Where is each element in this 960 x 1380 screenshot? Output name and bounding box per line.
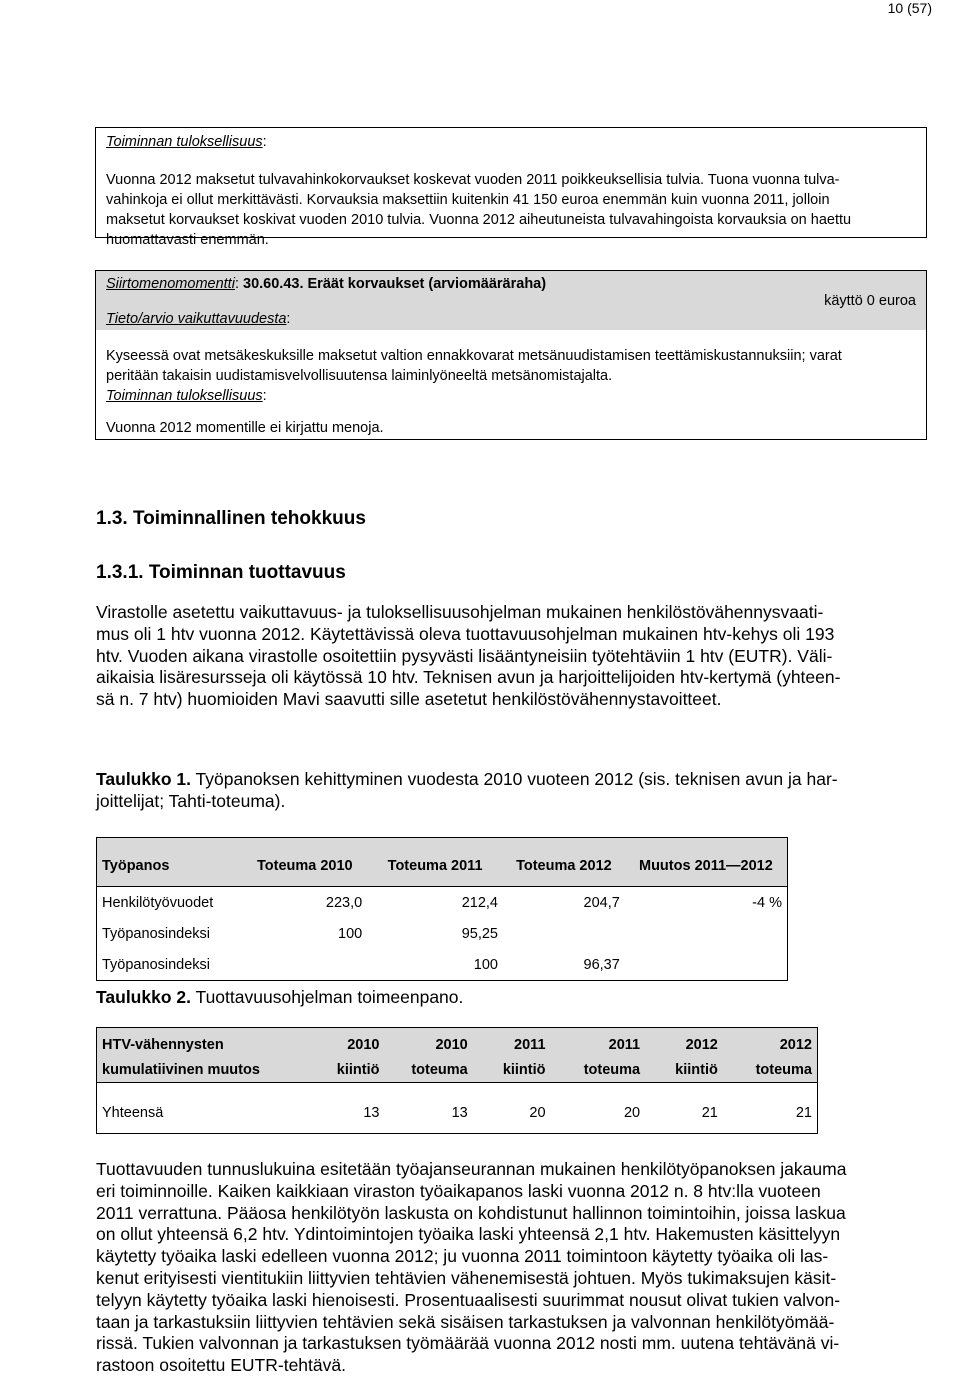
para1-line-1: Virastolle asetettu vaikuttavuus- ja tuloksellisuusohjelman mukainen henkilöstövähennysvaati- xyxy=(96,602,824,622)
table-row xyxy=(97,1083,818,1134)
para2-line-2: eri toiminnoille. Kaiken kaikkiaan viraston työaikapanos laski vuonna 2012 n. 8 htv:lla vuoteen xyxy=(96,1180,821,1201)
table1-cell: 100 xyxy=(338,925,363,942)
table2-caption-label: Taulukko 2. xyxy=(96,987,191,1007)
table1-cell xyxy=(503,918,625,949)
box2-heading-line xyxy=(106,386,916,406)
para2-line-5: käytetty työaika laski edelleen vuonna 2012; ju vuonna 2011 toimintoon käytetty työaika oli las- xyxy=(96,1246,829,1267)
table2-header-1: 2010 xyxy=(307,1028,385,1058)
table1-cell: 204,7 xyxy=(503,887,625,919)
table1-caption xyxy=(96,769,938,813)
box1-heading-line xyxy=(106,132,916,152)
appropriation-header xyxy=(96,271,926,330)
page-number: 10 (57) xyxy=(887,0,932,16)
table2-cell: 13 xyxy=(307,1083,385,1134)
para2-line-9: rissä. Tukien valvonnan ja tarkastuksen työmäärää vuonna 2012 nosti mm. uutena tehtävänä vi- xyxy=(96,1333,840,1354)
para2-line-10: rastoon osoitettu EUTR-tehtävä. xyxy=(96,1355,346,1376)
box2-heading: Toiminnan tuloksellisuus xyxy=(106,388,263,404)
paragraph-productivity xyxy=(96,602,938,711)
table1-caption-label: Taulukko 1. xyxy=(96,769,191,789)
impact-label-line xyxy=(106,309,290,329)
paragraph-indicators xyxy=(96,1159,938,1377)
usage-amount: käyttö 0 euroa xyxy=(824,293,916,309)
table1-header-2: Toteuma 2011 xyxy=(367,838,503,887)
table1-caption-text: Työpanoksen kehittyminen vuodesta 2010 vuoteen 2012 (sis. teknisen avun ja har- xyxy=(190,769,838,789)
table2-header-row-2 xyxy=(97,1057,818,1083)
box2-line-2: peritään takaisin uudistamisvelvollisuutensa laiminlyöneeltä metsänomistajalta. xyxy=(106,368,613,384)
table1-cell xyxy=(625,918,788,949)
box1-heading: Toiminnan tuloksellisuus xyxy=(106,134,263,150)
table1-header-row xyxy=(97,838,788,887)
table-row xyxy=(97,949,788,981)
appropriation-title: 30.60.43. Eräät korvaukset (arviomääräraha) xyxy=(243,276,547,292)
table1-header-4: Muutos 2011—2012 xyxy=(625,838,788,887)
table1-cell: -4 % xyxy=(625,887,788,919)
section-heading-1-3-1: 1.3.1. Toiminnan tuottavuus xyxy=(96,562,346,583)
table1-cell: Työpanosindeksi xyxy=(102,956,211,973)
table1-caption-line-1 xyxy=(96,769,938,791)
table1-header-0: Työpanos xyxy=(97,838,243,887)
para2-line-8: taan ja tarkastuksiin liittyvien tehtävien sekä sisäisen tarkastuksen ja valvonnan henkilötyömää- xyxy=(96,1311,835,1332)
box1-line-3: maksetut korvaukset koskivat vuoden 2010 tulvia. Vuonna 2012 aiheutuneista tulvavahingoista korvauksia on haettu xyxy=(106,212,852,228)
table1-cell: Työpanosindeksi xyxy=(102,925,211,942)
table1-cell: 223,0 xyxy=(242,887,367,919)
label-transfer-item: Siirtomenomomentti xyxy=(106,276,235,292)
box2-result: Vuonna 2012 momentille ei kirjattu menoja. xyxy=(106,420,384,436)
box1-heading-suffix: : xyxy=(262,134,267,150)
appropriation-title-line xyxy=(106,274,546,294)
table2-subheader-5: kiintiö xyxy=(645,1057,723,1083)
table2-subheader-2: toteuma xyxy=(384,1057,472,1083)
table2-cell: 20 xyxy=(473,1083,551,1134)
table1-cell: 96,37 xyxy=(583,956,620,973)
table2-caption-line xyxy=(96,987,938,1009)
table2-header-3: 2011 xyxy=(473,1028,551,1058)
box1-line-2: vahinkoja ei ollut merkittävästi. Korvauksia maksettiin kuitenkin 41 150 euroa enemmän kuin vuonna 2011, jolloin xyxy=(106,192,830,208)
para2-line-6: kenut erityisesti vientitukiin liittyvien tehtävien vähenemisestä johtuen. Myös tukimaksujen käsit- xyxy=(96,1267,837,1288)
box1-line-1: Vuonna 2012 maksetut tulvavahinkokorvaukset koskevat vuoden 2011 poikkeuksellisia tulvia. Tuona vuonna tulva- xyxy=(106,172,840,188)
table2-cell: 21 xyxy=(645,1083,723,1134)
appropriation-box xyxy=(95,270,927,440)
table1-header-1: Toteuma 2010 xyxy=(242,838,367,887)
table2-subheader-1: kiintiö xyxy=(307,1057,385,1083)
label-transfer-suffix: : xyxy=(234,276,243,292)
table2-subheader-4: toteuma xyxy=(551,1057,646,1083)
table2-header-6: 2012 xyxy=(723,1028,818,1058)
table2-subheader-0: kumulatiivinen muutos xyxy=(97,1057,307,1083)
table1-cell: 212,4 xyxy=(367,887,503,919)
table1-cell: 95,25 xyxy=(461,925,498,942)
table2-header-4: 2011 xyxy=(551,1028,646,1058)
table-work-input xyxy=(96,837,788,981)
table1-cell: 100 xyxy=(473,956,498,973)
table2-cell: 20 xyxy=(551,1083,646,1134)
table-productivity-program xyxy=(96,1027,818,1134)
para1-line-2: mus oli 1 htv vuonna 2012. Käytettävissä oleva tuottavuusohjelman mukainen htv-kehys oli 193 xyxy=(96,623,835,644)
section-heading-1-3: 1.3. Toiminnallinen tehokkuus xyxy=(96,508,366,529)
para2-line-4: on ollut yhteensä 6,2 htv. Ydintoimintojen työaika laski yhteensä 2,1 htv. Hakemusten käsittelyyn xyxy=(96,1224,841,1245)
table2-cell: 13 xyxy=(384,1083,472,1134)
para1-line-5: sä n. 7 htv) huomioiden Mavi saavutti sille asetetut henkilöstövähennystavoitteet. xyxy=(96,689,722,710)
box2-heading-suffix: : xyxy=(262,388,267,404)
table2-cell: Yhteensä xyxy=(97,1083,307,1134)
para2-line-1: Tuottavuuden tunnuslukuina esitetään työajanseurannan mukainen henkilötyöpanoksen jakauma xyxy=(96,1159,847,1179)
table-row xyxy=(97,918,788,949)
impact-label-suffix: : xyxy=(286,311,291,327)
para1-line-4: aikaisia lisäresursseja oli käytössä 10 htv. Teknisen avun ja harjoittelijoiden htv-kertymä (yhteen- xyxy=(96,667,841,688)
appropriation-body xyxy=(96,330,926,438)
table1-cell xyxy=(625,949,788,981)
table2-header-0: HTV-vähennysten xyxy=(97,1028,307,1058)
table1-header-3: Toteuma 2012 xyxy=(503,838,625,887)
table-row xyxy=(97,887,788,919)
para2-line-3: 2011 verrattuna. Pääosa henkilötyön laskusta on kohdistunut hallinnon toimintoihin, joissa laskua xyxy=(96,1202,846,1223)
box1-line-4: huomattavasti enemmän. xyxy=(106,232,269,248)
table2-subheader-3: kiintiö xyxy=(473,1057,551,1083)
table2-header-5: 2012 xyxy=(645,1028,723,1058)
box2-line-1: Kyseessä ovat metsäkeskuksille maksetut valtion ennakkovarat metsänuudistamisen teettämiskustannuksiin; varat xyxy=(106,348,842,364)
table1-cell: Henkilötyövuodet xyxy=(97,887,243,919)
table2-caption xyxy=(96,987,938,1009)
impact-label: Tieto/arvio vaikuttavuudesta xyxy=(106,311,287,327)
para1-line-3: htv. Vuoden aikana virastolle osoitettiin pysyvästi lisääntyneisiin työtehtäviin 1 htv (EUTR). Väli- xyxy=(96,645,833,666)
result-box-1 xyxy=(95,127,927,248)
table2-subheader-6: toteuma xyxy=(723,1057,818,1083)
para2-line-7: telyyn käytetty työaika laski hienoisesti. Prosentuaalisesti suurimmat nousut olivat tukien valvon- xyxy=(96,1289,841,1310)
table2-caption-text: Tuottavuusohjelman toimeenpano. xyxy=(190,987,464,1007)
table2-header-2: 2010 xyxy=(384,1028,472,1058)
table1-cell xyxy=(242,949,367,981)
table1-caption-line-2: joittelijat; Tahti-toteuma). xyxy=(96,790,286,811)
table2-header-row-1 xyxy=(97,1028,818,1058)
table2-cell: 21 xyxy=(723,1083,818,1134)
